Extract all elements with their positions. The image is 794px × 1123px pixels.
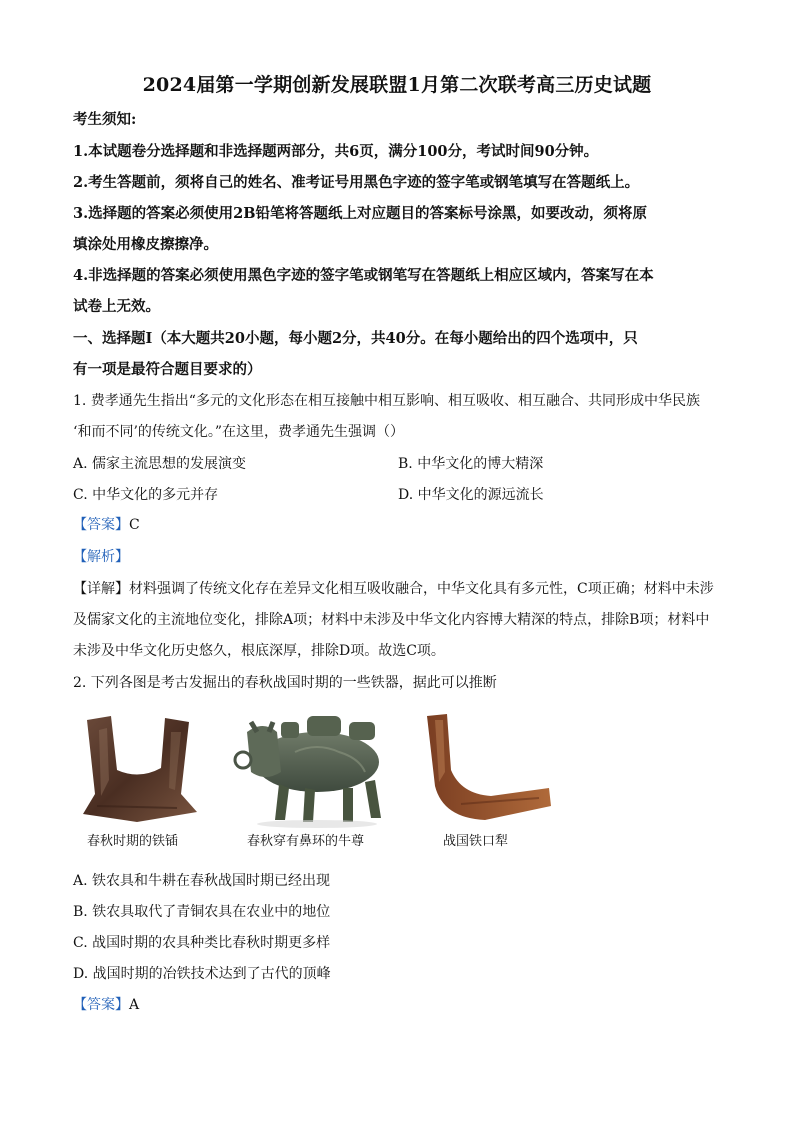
q1-option-b: B. 中华文化的博大精深 (398, 456, 544, 472)
q2-option-d: D. 战国时期的冶铁技术达到了古代的顶峰 (73, 966, 331, 982)
q1-analysis-label: 【解析】 (73, 549, 129, 565)
q2-option-c: C. 战国时期的农具种类比春秋时期更多样 (73, 935, 331, 951)
q1-stem: 1. 费孝通先生指出“多元的文化形态在相互接触中相互影响、相互吸收、相互融合、共同形成中华民族 (73, 393, 700, 409)
q2-answer (73, 994, 723, 1014)
notice-item-4: 4.非选择题的答案必须使用黑色字迹的签字笔或钢笔写在答题纸上相应区域内，答案写在本 (73, 267, 654, 284)
notice-item-3: 3.选择题的答案必须使用2B铅笔将答题纸上对应题目的答案标号涂黑，如要改动，须将原 (73, 205, 647, 222)
caption-bronze-ox: 春秋穿有鼻环的牛尊 (247, 834, 365, 849)
caption-iron-plough: 战国铁口犁 (443, 834, 509, 849)
q1-answer-label: 【答案】 (73, 517, 129, 533)
q1-option-a: A. 儒家主流思想的发展演变 (73, 456, 247, 472)
notice-heading: 考生须知: (73, 111, 137, 128)
q2-option-a: A. 铁农具和牛耕在春秋战国时期已经出现 (73, 873, 331, 889)
notice-item-2: 2.考生答题前，须将自己的姓名、准考证号用黑色字迹的签字笔或钢笔填写在答题纸上。 (73, 174, 640, 191)
iron-spade-image (77, 710, 203, 828)
bronze-ox-zun-image (225, 702, 395, 830)
q1-detail-3: 未涉及中华文化历史悠久，根底深厚，排除D项。故选C项。 (73, 643, 445, 659)
q1-answer-value: C (129, 517, 140, 533)
notice-item-4-cont: 试卷上无效。 (73, 298, 160, 315)
q2-answer-value: A (129, 997, 140, 1013)
q2-option-b: B. 铁农具取代了青铜农具在农业中的地位 (73, 904, 331, 920)
q1-stem-cont: ‘和而不同’的传统文化。”在这里，费孝通先生强调（） (73, 424, 405, 440)
section-heading: 一、选择题Ⅰ（本大题共20小题，每小题2分，共40分。在每小题给出的四个选项中，只 (73, 330, 638, 347)
q1-answer (73, 514, 723, 534)
q2-answer-label: 【答案】 (73, 997, 129, 1013)
page-title: 2024届第一学期创新发展联盟1月第二次联考高三历史试题 (142, 74, 652, 96)
notice-item-1: 1.本试题卷分选择题和非选择题两部分，共6页，满分100分，考试时间90分钟。 (73, 143, 599, 160)
section-heading-cont: 有一项是最符合题目要求的） (73, 361, 262, 378)
q2-figures (73, 702, 573, 852)
q1-option-c: C. 中华文化的多元并存 (73, 487, 219, 503)
notice-item-3-cont: 填涂处用橡皮擦擦净。 (73, 236, 218, 253)
caption-iron-spade: 春秋时期的铁锸 (87, 834, 179, 849)
q1-analysis (73, 546, 723, 566)
q1-detail-1: 【详解】材料强调了传统文化存在差异文化相互吸收融合，中华文化具有多元性，C项正确；材料中未涉 (73, 581, 714, 597)
q1-detail-2: 及儒家文化的主流地位变化，排除A项；材料中未涉及中华文化内容博大精深的特点，排除B项；材料中 (73, 612, 710, 628)
q1-option-d: D. 中华文化的源远流长 (398, 487, 544, 503)
iron-plough-image (421, 710, 557, 826)
q2-stem: 2. 下列各图是考古发掘出的春秋战国时期的一些铁器，据此可以推断 (73, 675, 497, 691)
